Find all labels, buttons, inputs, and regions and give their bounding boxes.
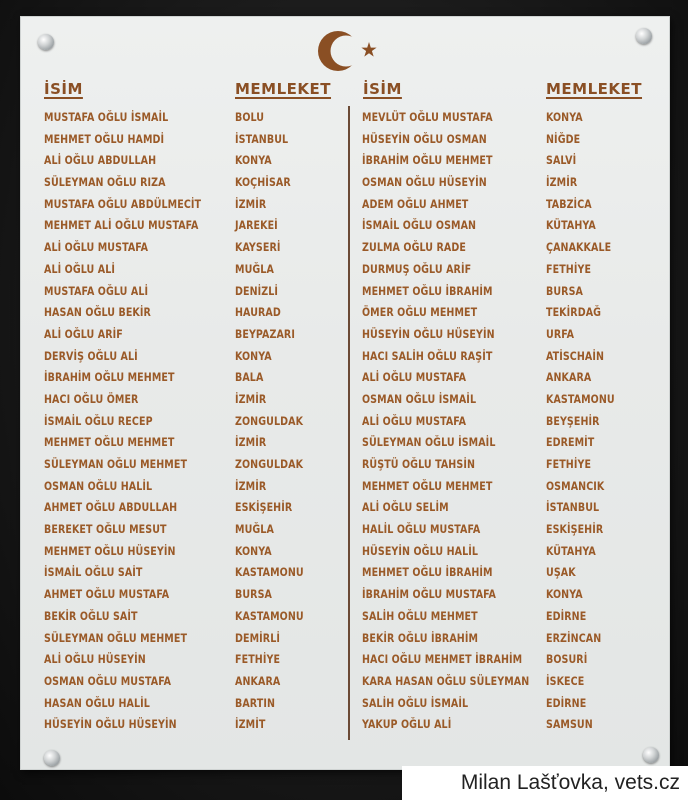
hometown: TEKİRDAĞ bbox=[546, 305, 602, 320]
soldier-name: BEKİR OĞLU SAİT bbox=[44, 608, 138, 623]
hometown: FETHİYE bbox=[546, 457, 592, 471]
list-item bbox=[44, 650, 344, 672]
soldier-name: ALİ OĞLU MUSTAFA bbox=[362, 413, 467, 428]
hometown: ATİSCHAİN bbox=[546, 348, 605, 363]
hometown: MUĞLA bbox=[235, 522, 274, 537]
soldier-name: HACI SALİH OĞLU RAŞİT bbox=[362, 348, 493, 363]
list-item bbox=[362, 260, 662, 282]
list-item bbox=[362, 238, 662, 260]
soldier-name: SÜLEYMAN OĞLU MEHMET bbox=[44, 630, 188, 645]
list-item bbox=[44, 216, 344, 238]
list-item bbox=[362, 433, 662, 455]
header-right-name: İSİM bbox=[363, 80, 402, 98]
list-item bbox=[44, 542, 344, 564]
soldier-name: BEKİR OĞLU İBRAHİM bbox=[362, 630, 479, 645]
soldier-name: MEHMET OĞLU HÜSEYİN bbox=[44, 543, 176, 558]
hometown: KASTAMONU bbox=[235, 608, 304, 623]
hometown: ZONGULDAK bbox=[235, 413, 304, 428]
list-item bbox=[362, 520, 662, 542]
list-item bbox=[44, 520, 344, 542]
soldier-name: İBRAHİM OĞLU MEHMET bbox=[44, 370, 175, 385]
hometown: ZONGULDAK bbox=[235, 457, 304, 471]
list-item bbox=[362, 672, 662, 694]
soldier-name: HÜSEYİN OĞLU OSMAN bbox=[362, 131, 487, 146]
hometown: FETHİYE bbox=[546, 261, 592, 276]
soldier-name: MEHMET OĞLU HAMDİ bbox=[44, 131, 165, 146]
hometown: NİĞDE bbox=[546, 131, 581, 146]
soldier-name: OSMAN OĞLU HÜSEYİN bbox=[362, 175, 487, 190]
soldier-name: AHMET OĞLU ABDULLAH bbox=[44, 500, 178, 515]
soldier-name: OSMAN OĞLU İSMAİL bbox=[362, 391, 477, 406]
soldier-name: SÜLEYMAN OĞLU RIZA bbox=[44, 175, 166, 190]
crescent-star-icon bbox=[313, 28, 383, 74]
list-item bbox=[44, 607, 344, 629]
list-item bbox=[44, 325, 344, 347]
hometown: İSKECE bbox=[546, 673, 585, 688]
soldier-name: İSMAİL OĞLU OSMAN bbox=[362, 218, 477, 233]
soldier-name: MUSTAFA OĞLU ALİ bbox=[44, 283, 149, 298]
hometown: ESKİŞEHİR bbox=[235, 500, 293, 515]
soldier-name: OSMAN OĞLU HALİL bbox=[44, 478, 153, 493]
soldier-name: HÜSEYİN OĞLU HÜSEYİN bbox=[44, 717, 177, 732]
hometown: İZMİR bbox=[235, 435, 267, 450]
list-item bbox=[362, 694, 662, 716]
list-item bbox=[44, 672, 344, 694]
hometown: OSMANCIK bbox=[546, 478, 605, 493]
soldier-name: İBRAHİM OĞLU MUSTAFA bbox=[362, 587, 497, 602]
soldier-name: İBRAHİM OĞLU MEHMET bbox=[362, 153, 493, 168]
list-item bbox=[362, 390, 662, 412]
soldier-name: ALİ OĞLU SELİM bbox=[362, 500, 449, 515]
hometown: İSTANBUL bbox=[546, 500, 600, 515]
right-name-list bbox=[362, 108, 662, 737]
hometown: KASTAMONU bbox=[235, 565, 304, 580]
hometown: BOSURİ bbox=[546, 652, 588, 667]
list-item bbox=[44, 477, 344, 499]
hometown: İZMİR bbox=[235, 196, 267, 211]
hometown: BURSA bbox=[235, 587, 273, 602]
screw-top-left bbox=[38, 34, 54, 50]
list-item bbox=[44, 282, 344, 304]
list-item bbox=[362, 303, 662, 325]
soldier-name: DERVİŞ OĞLU ALİ bbox=[44, 348, 138, 363]
list-item bbox=[362, 216, 662, 238]
list-item bbox=[362, 477, 662, 499]
list-item bbox=[362, 563, 662, 585]
hometown: KONYA bbox=[235, 543, 272, 558]
soldier-name: MUSTAFA OĞLU ABDÜLMECİT bbox=[44, 196, 202, 211]
soldier-name: MEHMET OĞLU İBRAHİM bbox=[362, 565, 493, 580]
hometown: BEYPAZARI bbox=[235, 326, 295, 341]
soldier-name: ALİ OĞLU ALİ bbox=[44, 261, 115, 276]
list-item bbox=[362, 347, 662, 369]
hometown: ANKARA bbox=[235, 673, 281, 688]
hometown: ÇANAKKALE bbox=[546, 240, 612, 255]
list-item bbox=[362, 282, 662, 304]
hometown: İSTANBUL bbox=[235, 131, 289, 146]
soldier-name: KARA HASAN OĞLU SÜLEYMAN bbox=[362, 673, 530, 688]
list-item bbox=[44, 260, 344, 282]
list-item bbox=[44, 563, 344, 585]
hometown: HAURAD bbox=[235, 305, 281, 320]
soldier-name: ALİ OĞLU MUSTAFA bbox=[44, 240, 149, 255]
hometown: ERZİNCAN bbox=[546, 630, 602, 645]
hometown: KASTAMONU bbox=[546, 391, 615, 406]
list-item bbox=[44, 151, 344, 173]
screw-bottom-left bbox=[44, 750, 60, 766]
list-item bbox=[44, 498, 344, 520]
hometown: KONYA bbox=[235, 348, 272, 363]
hometown: URFA bbox=[546, 326, 575, 341]
list-item bbox=[44, 433, 344, 455]
soldier-name: BEREKET OĞLU MESUT bbox=[44, 522, 167, 537]
soldier-name: SALİH OĞLU MEHMET bbox=[362, 608, 478, 623]
hometown: TABZİCA bbox=[546, 196, 592, 211]
list-item bbox=[44, 130, 344, 152]
soldier-name: HASAN OĞLU BEKİR bbox=[44, 305, 151, 320]
soldier-name: MEHMET ALİ OĞLU MUSTAFA bbox=[44, 218, 199, 233]
hometown: KÜTAHYA bbox=[546, 543, 596, 558]
hometown: BURSA bbox=[546, 283, 584, 298]
list-item bbox=[44, 629, 344, 651]
soldier-name: İSMAİL OĞLU RECEP bbox=[44, 413, 153, 428]
soldier-name: SALİH OĞLU İSMAİL bbox=[362, 695, 469, 710]
hometown: SAMSUN bbox=[546, 717, 593, 732]
list-item bbox=[44, 238, 344, 260]
list-item bbox=[362, 715, 662, 737]
soldier-name: ALİ OĞLU ARİF bbox=[44, 326, 123, 341]
list-item bbox=[362, 650, 662, 672]
list-item bbox=[362, 173, 662, 195]
hometown: SALVİ bbox=[546, 153, 577, 168]
hometown: MUĞLA bbox=[235, 261, 274, 276]
hometown: İZMİR bbox=[235, 478, 267, 493]
hometown: İZMİT bbox=[235, 717, 266, 732]
header-right-origin: MEMLEKET bbox=[546, 80, 643, 98]
column-divider bbox=[348, 106, 350, 740]
list-item bbox=[44, 390, 344, 412]
soldier-name: ALİ OĞLU MUSTAFA bbox=[362, 370, 467, 385]
soldier-name: ÖMER OĞLU MEHMET bbox=[362, 305, 478, 320]
list-item bbox=[362, 368, 662, 390]
soldier-name: AHMET OĞLU MUSTAFA bbox=[44, 587, 170, 602]
list-item bbox=[44, 173, 344, 195]
hometown: İZMİR bbox=[546, 175, 578, 190]
left-name-list bbox=[44, 108, 344, 737]
list-item bbox=[362, 455, 662, 477]
list-item bbox=[362, 151, 662, 173]
list-item bbox=[44, 412, 344, 434]
soldier-name: SÜLEYMAN OĞLU MEHMET bbox=[44, 457, 188, 471]
soldier-name: SÜLEYMAN OĞLU İSMAİL bbox=[362, 435, 496, 450]
hometown: BALA bbox=[235, 370, 264, 385]
list-item bbox=[44, 108, 344, 130]
screw-bottom-right bbox=[643, 747, 659, 763]
hometown: BARTIN bbox=[235, 695, 276, 710]
list-item bbox=[44, 455, 344, 477]
list-item bbox=[44, 303, 344, 325]
list-item bbox=[362, 607, 662, 629]
list-item bbox=[362, 542, 662, 564]
soldier-name: MUSTAFA OĞLU İSMAİL bbox=[44, 110, 169, 124]
soldier-name: MEHMET OĞLU İBRAHİM bbox=[362, 283, 493, 298]
list-item bbox=[44, 347, 344, 369]
photo-credit: Milan Lašťovka, vets.cz bbox=[402, 766, 688, 800]
hometown: KOÇHİSAR bbox=[235, 175, 291, 190]
soldier-name: ALİ OĞLU ABDULLAH bbox=[44, 153, 157, 168]
hometown: FETHİYE bbox=[235, 652, 281, 667]
screw-top-right bbox=[636, 28, 652, 44]
hometown: BOLU bbox=[235, 110, 265, 124]
soldier-name: MEVLÜT OĞLU MUSTAFA bbox=[362, 110, 493, 124]
list-item bbox=[362, 325, 662, 347]
list-item bbox=[44, 585, 344, 607]
hometown: ANKARA bbox=[546, 370, 592, 385]
list-item bbox=[362, 108, 662, 130]
header-left-origin: MEMLEKET bbox=[235, 80, 332, 98]
hometown: KONYA bbox=[546, 110, 583, 124]
soldier-name: HÜSEYİN OĞLU HALİL bbox=[362, 543, 479, 558]
hometown: KONYA bbox=[546, 587, 583, 602]
list-item bbox=[362, 498, 662, 520]
soldier-name: HACI OĞLU ÖMER bbox=[44, 391, 139, 406]
hometown: KÜTAHYA bbox=[546, 218, 596, 233]
hometown: ESKİŞEHİR bbox=[546, 522, 604, 537]
soldier-name: ADEM OĞLU AHMET bbox=[362, 196, 469, 211]
soldier-name: MEHMET OĞLU MEHMET bbox=[44, 435, 175, 450]
soldier-name: OSMAN OĞLU MUSTAFA bbox=[44, 673, 172, 688]
list-item bbox=[362, 585, 662, 607]
soldier-name: HALİL OĞLU MUSTAFA bbox=[362, 522, 481, 537]
soldier-name: ZULMA OĞLU RADE bbox=[362, 240, 466, 255]
soldier-name: MEHMET OĞLU MEHMET bbox=[362, 478, 493, 493]
list-item bbox=[362, 130, 662, 152]
hometown: EDİRNE bbox=[546, 695, 587, 710]
hometown: BEYŞEHİR bbox=[546, 413, 600, 428]
soldier-name: YAKUP OĞLU ALİ bbox=[362, 717, 452, 732]
hometown: DENİZLİ bbox=[235, 283, 279, 298]
soldier-name: ALİ OĞLU HÜSEYİN bbox=[44, 652, 146, 667]
hometown: KONYA bbox=[235, 153, 272, 168]
list-item bbox=[44, 195, 344, 217]
list-item bbox=[44, 715, 344, 737]
hometown: EDİRNE bbox=[546, 608, 587, 623]
hometown: DEMİRLİ bbox=[235, 630, 281, 645]
soldier-name: DURMUŞ OĞLU ARİF bbox=[362, 261, 472, 276]
list-item bbox=[362, 629, 662, 651]
list-item bbox=[44, 694, 344, 716]
hometown: İZMİR bbox=[235, 391, 267, 406]
soldier-name: İSMAİL OĞLU SAİT bbox=[44, 565, 143, 580]
hometown: JAREKEİ bbox=[235, 218, 278, 233]
header-left-name: İSİM bbox=[44, 80, 83, 98]
hometown: KAYSERİ bbox=[235, 240, 281, 255]
soldier-name: HASAN OĞLU HALİL bbox=[44, 695, 150, 710]
list-item bbox=[362, 412, 662, 434]
list-item bbox=[362, 195, 662, 217]
soldier-name: HÜSEYİN OĞLU HÜSEYİN bbox=[362, 326, 495, 341]
soldier-name: RÜŞTÜ OĞLU TAHSİN bbox=[362, 457, 476, 471]
soldier-name: HACI OĞLU MEHMET İBRAHİM bbox=[362, 652, 523, 667]
hometown: UŞAK bbox=[546, 565, 576, 580]
hometown: EDREMİT bbox=[546, 435, 595, 450]
list-item bbox=[44, 368, 344, 390]
